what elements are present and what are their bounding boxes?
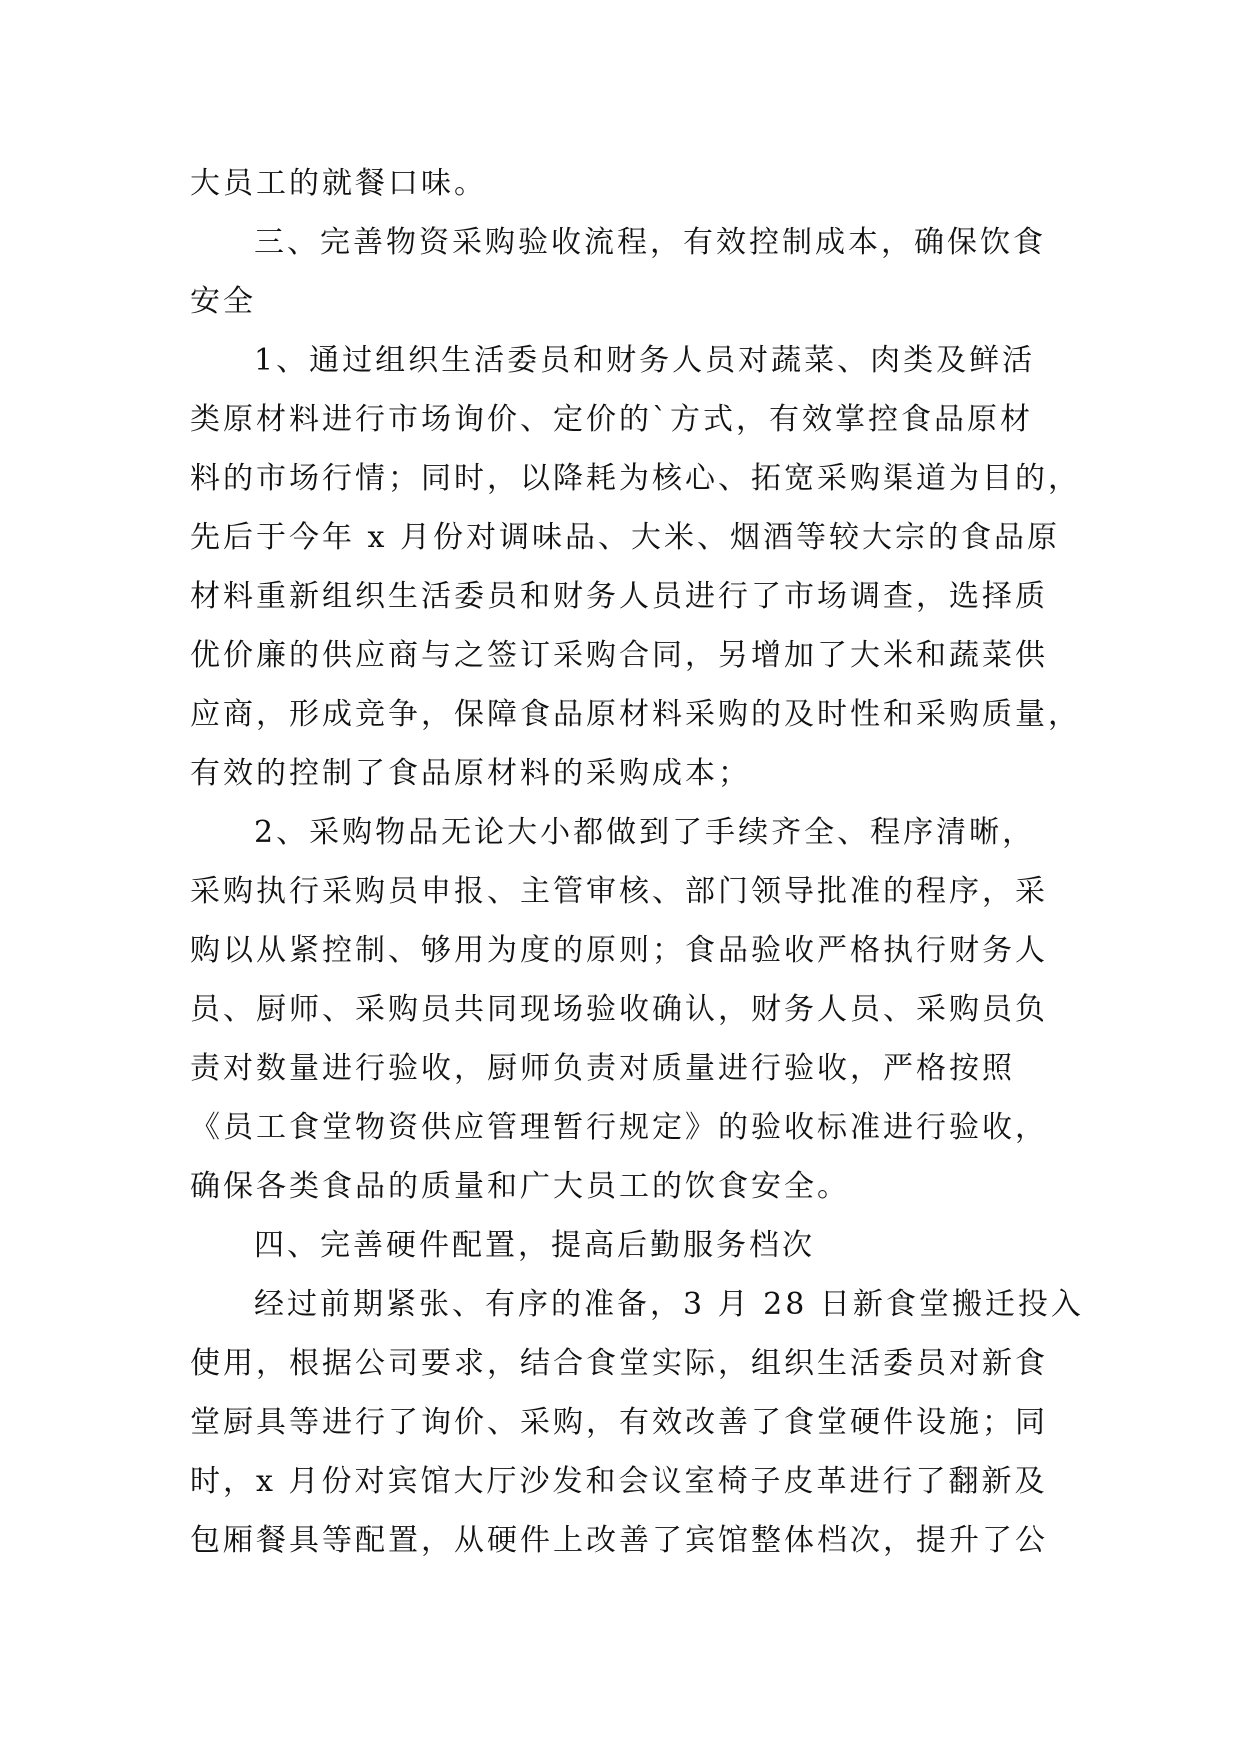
text-line: 1、通过组织生活委员和财务人员对蔬菜、肉类及鲜活: [254, 343, 1036, 378]
text-line: 类原材料进行市场询价、定价的`方式，有效掌控食品原材: [190, 402, 1033, 437]
text-line: 包厢餐具等配置，从硬件上改善了宾馆整体档次，提升了公: [190, 1523, 1048, 1558]
text-line: 《员工食堂物资供应管理暂行规定》的验收标准进行验收，: [190, 1110, 1048, 1145]
text-line: 优价廉的供应商与之签订采购合同，另增加了大米和蔬菜供: [190, 638, 1048, 673]
text-line: 时，x 月份对宾馆大厅沙发和会议室椅子皮革进行了翻新及: [190, 1464, 1048, 1499]
text-line: 堂厨具等进行了询价、采购，有效改善了食堂硬件设施；同: [190, 1405, 1048, 1440]
document-page: [190, 154, 1084, 1570]
text-line: 确保各类食品的质量和广大员工的饮食安全。: [190, 1169, 850, 1204]
text-line: 料的市场行情；同时，以降耗为核心、拓宽采购渠道为目的，: [190, 461, 1081, 496]
text-line: 2、采购物品无论大小都做到了手续齐全、程序清晰，: [254, 815, 1036, 850]
text-line: 应商，形成竞争，保障食品原材料采购的及时性和采购质量，: [190, 697, 1081, 732]
text-line: 采购执行采购员申报、主管审核、部门领导批准的程序，采: [190, 874, 1048, 909]
text-line: 四、完善硬件配置，提高后勤服务档次: [254, 1228, 815, 1263]
text-line: 材料重新组织生活委员和财务人员进行了市场调查，选择质: [190, 579, 1048, 614]
text-line: 大员工的就餐口味。: [190, 166, 487, 201]
text-line: 先后于今年 x 月份对调味品、大米、烟酒等较大宗的食品原: [190, 520, 1060, 555]
text-line: 安全: [190, 284, 256, 319]
text-line: 购以从紧控制、够用为度的原则；食品验收严格执行财务人: [190, 933, 1048, 968]
text-line: 责对数量进行验收，厨师负责对质量进行验收，严格按照: [190, 1051, 1015, 1086]
text-line: 有效的控制了食品原材料的采购成本；: [190, 756, 751, 791]
text-line: 三、完善物资采购验收流程，有效控制成本，确保饮食: [254, 225, 1046, 260]
text-line: 使用，根据公司要求，结合食堂实际，组织生活委员对新食: [190, 1346, 1048, 1381]
text-line: 员、厨师、采购员共同现场验收确认，财务人员、采购员负: [190, 992, 1048, 1027]
text-line: 经过前期紧张、有序的准备，3 月 28 日新食堂搬迁投入: [254, 1287, 1084, 1322]
